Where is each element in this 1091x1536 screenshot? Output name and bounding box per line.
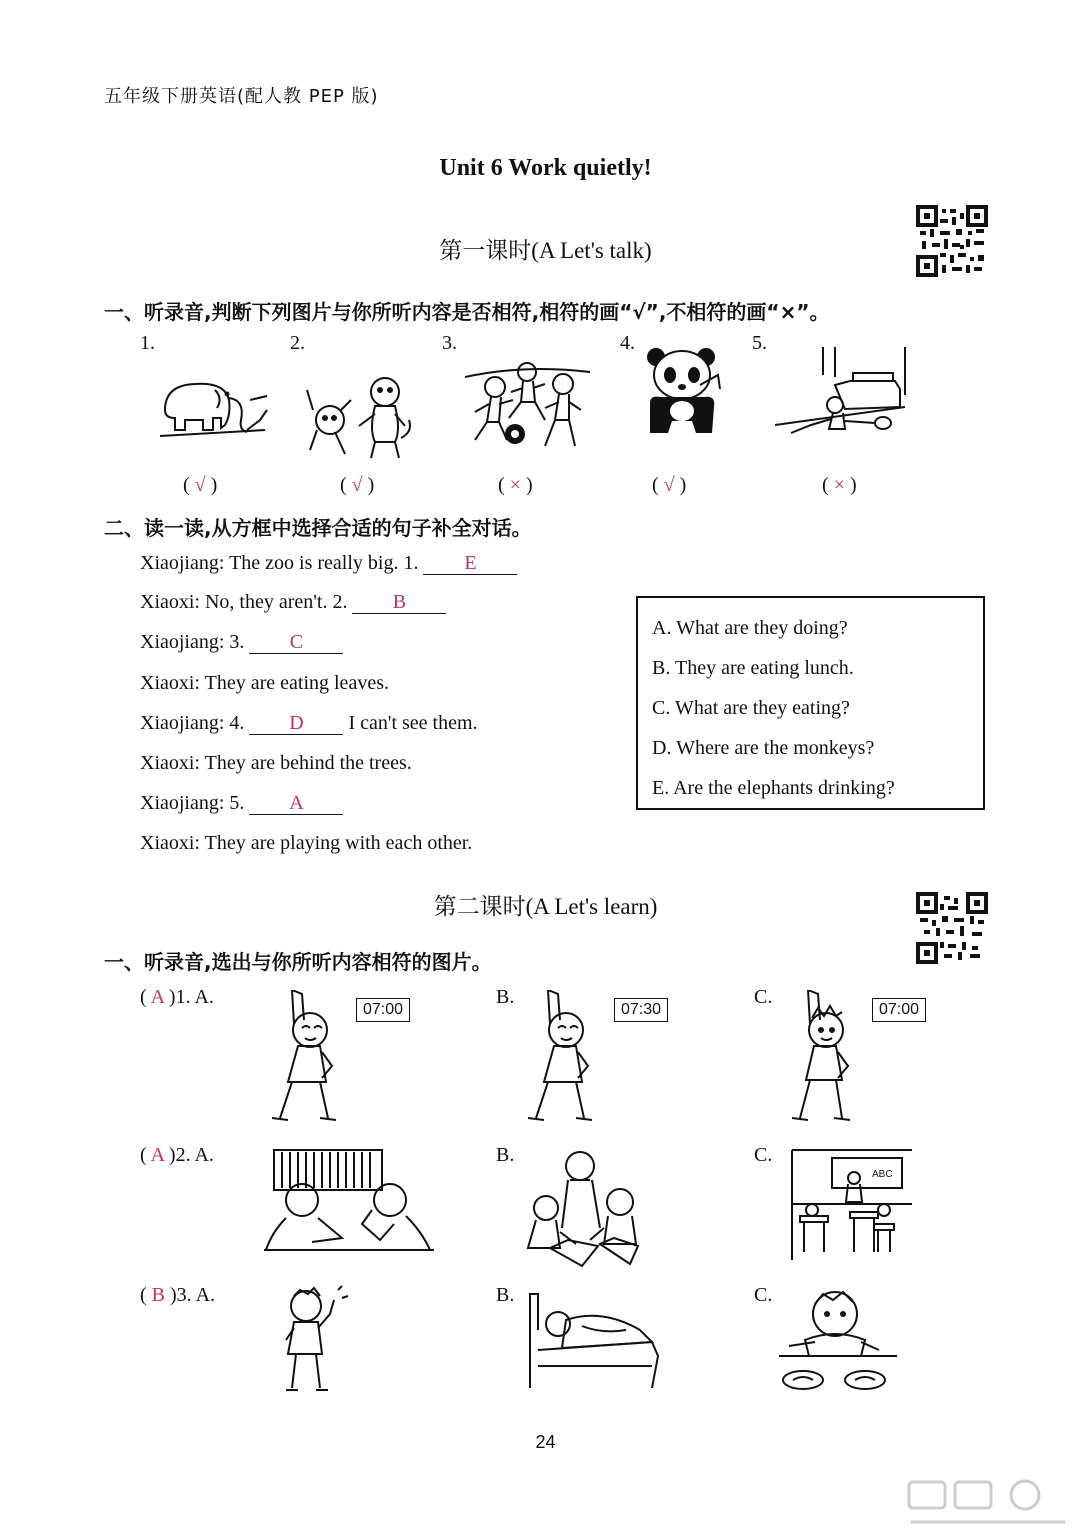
football-picture [465, 362, 595, 457]
item-number: 4. [620, 332, 635, 354]
option-label: B. [496, 986, 515, 1008]
lesson1-part2-instruction: 二、读一读,从方框中选择合适的句子补全对话。 [104, 516, 532, 540]
answer-bracket: ( × ) [822, 474, 857, 496]
answer-bracket: ( √ ) [183, 474, 218, 496]
dialog-line: Xiaoxi: They are playing with each other. [140, 832, 473, 854]
answer-mark: √ [351, 474, 363, 496]
lesson1-part1-instruction: 一、听录音,判断下列图片与你所听内容是否相符,相符的画“√”,不相符的画“×”。 [104, 300, 830, 324]
option-e: E. Are the elephants drinking? [652, 777, 895, 799]
svg-text:ABC: ABC [872, 1169, 893, 1180]
answer-mark: √ [663, 474, 675, 496]
option-label: B. [496, 1284, 515, 1306]
answer-blank[interactable]: A [249, 792, 343, 815]
option-b: B. They are eating lunch. [652, 657, 854, 679]
children-reading-picture [262, 1148, 437, 1253]
option-d: D. Where are the monkeys? [652, 737, 875, 759]
dialog-line: Xiaojiang: 5. A [140, 792, 343, 815]
panda-picture [640, 345, 725, 440]
boy-brushing-teeth-picture [276, 1284, 351, 1399]
item-number: 1. [140, 332, 155, 354]
monkeys-picture [305, 370, 415, 462]
boy-stretching-picture [778, 990, 858, 1125]
item-number: 5. [752, 332, 767, 354]
answer-blank[interactable]: D [249, 712, 343, 735]
page-number: 24 [535, 1432, 556, 1452]
answer-mark: × [509, 474, 521, 496]
option-label: C. [754, 1284, 773, 1306]
question-3-label: ( B )3. A. [140, 1284, 216, 1306]
book-title: 五年级下册英语(配人教 PEP 版) [104, 86, 379, 107]
dialog-line: Xiaoxi: No, they aren't. 2. B [140, 591, 446, 614]
girl-sleeping-picture [522, 1290, 662, 1388]
boy-eating-picture [775, 1284, 900, 1396]
option-label: C. [754, 1144, 773, 1166]
family-homework-picture [520, 1148, 655, 1270]
dialog-line: Xiaoxi: They are eating leaves. [140, 672, 389, 694]
qr-code-icon [916, 892, 988, 964]
clock-display: 07:00 [356, 998, 410, 1022]
clock-display: 07:00 [872, 998, 926, 1022]
answer-mark: × [833, 474, 845, 496]
answer-letter: A [150, 986, 164, 1008]
answer-mark: √ [194, 474, 206, 496]
dialog-line: Xiaojiang: 4. D I can't see them. [140, 712, 478, 734]
item-number: 3. [442, 332, 457, 354]
clock-display: 07:30 [614, 998, 668, 1022]
girl-stretching-picture [518, 990, 598, 1125]
answer-blank[interactable]: E [423, 552, 517, 575]
item-number: 2. [290, 332, 305, 354]
option-label: C. [754, 986, 773, 1008]
options-box [636, 596, 985, 810]
lesson1-title: 第一课时(A Let's talk) [439, 238, 652, 263]
watermark-logo-icon [905, 1478, 1075, 1528]
answer-letter: A [150, 1144, 164, 1166]
answer-blank[interactable]: B [352, 591, 446, 614]
unit-title: Unit 6 Work quietly! [439, 155, 652, 181]
cleaning-room-picture [775, 345, 910, 443]
answer-bracket: ( √ ) [652, 474, 687, 496]
dialog-line: Xiaojiang: 3. C [140, 631, 343, 654]
answer-letter: B [151, 1284, 166, 1306]
dialog-line: Xiaojiang: The zoo is really big. 1. E [140, 552, 517, 575]
question-2-label: ( A )2. A. [140, 1144, 214, 1166]
lesson2-part1-instruction: 一、听录音,选出与你所听内容相符的图片。 [104, 950, 492, 974]
answer-bracket: ( × ) [498, 474, 533, 496]
option-label: B. [496, 1144, 515, 1166]
option-c: C. What are they eating? [652, 697, 850, 719]
elephant-picture [155, 370, 270, 445]
dialog-line: Xiaoxi: They are behind the trees. [140, 752, 412, 774]
answer-bracket: ( √ ) [340, 474, 375, 496]
question-1-label: ( A )1. A. [140, 986, 214, 1008]
answer-blank[interactable]: C [249, 631, 343, 654]
girl-stretching-picture [262, 990, 342, 1125]
option-a: A. What are they doing? [652, 617, 848, 639]
classroom-picture [790, 1148, 915, 1260]
lesson2-title: 第二课时(A Let's learn) [433, 894, 658, 919]
qr-code-icon [916, 205, 988, 277]
